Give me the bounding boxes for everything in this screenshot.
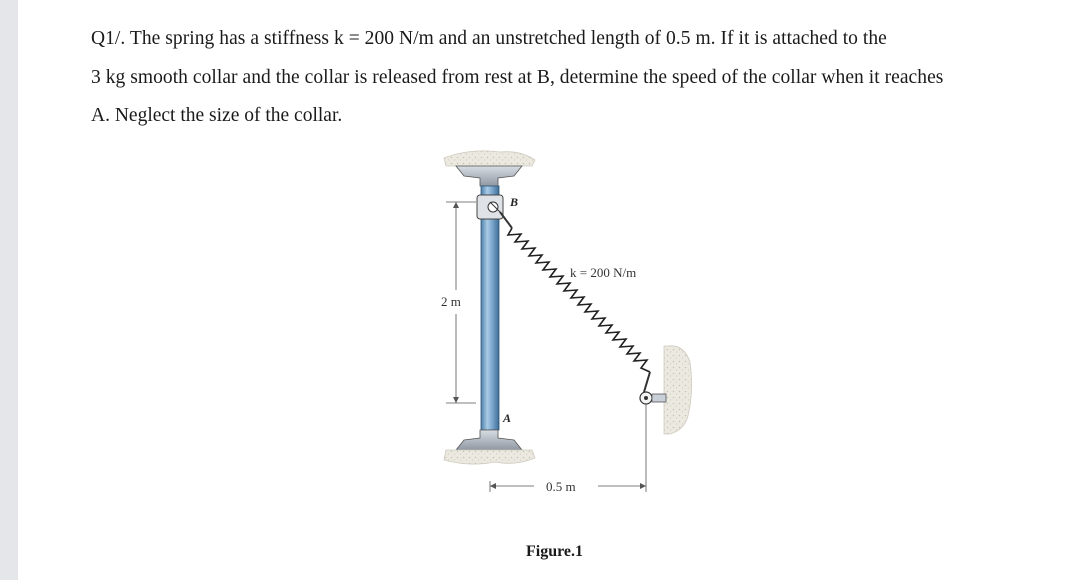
label-height: 2 m bbox=[441, 294, 461, 309]
question-line-1-text: The spring has a stiffness k = 200 N/m and an unstretched length of 0.5 m. If it is attached to the bbox=[129, 28, 887, 49]
question-text bbox=[91, 20, 1041, 136]
page-left-margin bbox=[0, 0, 18, 580]
question-line-1 bbox=[91, 20, 1041, 59]
guide-rod bbox=[481, 186, 499, 430]
figure-caption: Figure.1 bbox=[526, 543, 584, 560]
question-line-2: 3 kg smooth collar and the collar is released from rest at B, determine the speed of the collar when it reaches bbox=[91, 66, 944, 88]
bottom-flange bbox=[456, 430, 522, 450]
label-b: B bbox=[510, 195, 519, 209]
question-line-3: A. Neglect the size of the collar. bbox=[91, 105, 343, 126]
dimension-height bbox=[446, 202, 476, 403]
pin-bracket bbox=[640, 392, 666, 404]
collar bbox=[477, 195, 503, 219]
top-flange bbox=[456, 166, 522, 186]
wall-support bbox=[664, 346, 692, 434]
floor-support bbox=[444, 450, 535, 464]
question-label: Q1/. bbox=[91, 28, 126, 49]
label-a: A bbox=[503, 411, 512, 425]
label-stiffness: k = 200 N/m bbox=[570, 265, 637, 280]
label-offset: 0.5 m bbox=[546, 479, 576, 494]
dimension-offset bbox=[490, 404, 646, 492]
spring bbox=[500, 212, 650, 392]
ceiling-support bbox=[444, 151, 535, 166]
